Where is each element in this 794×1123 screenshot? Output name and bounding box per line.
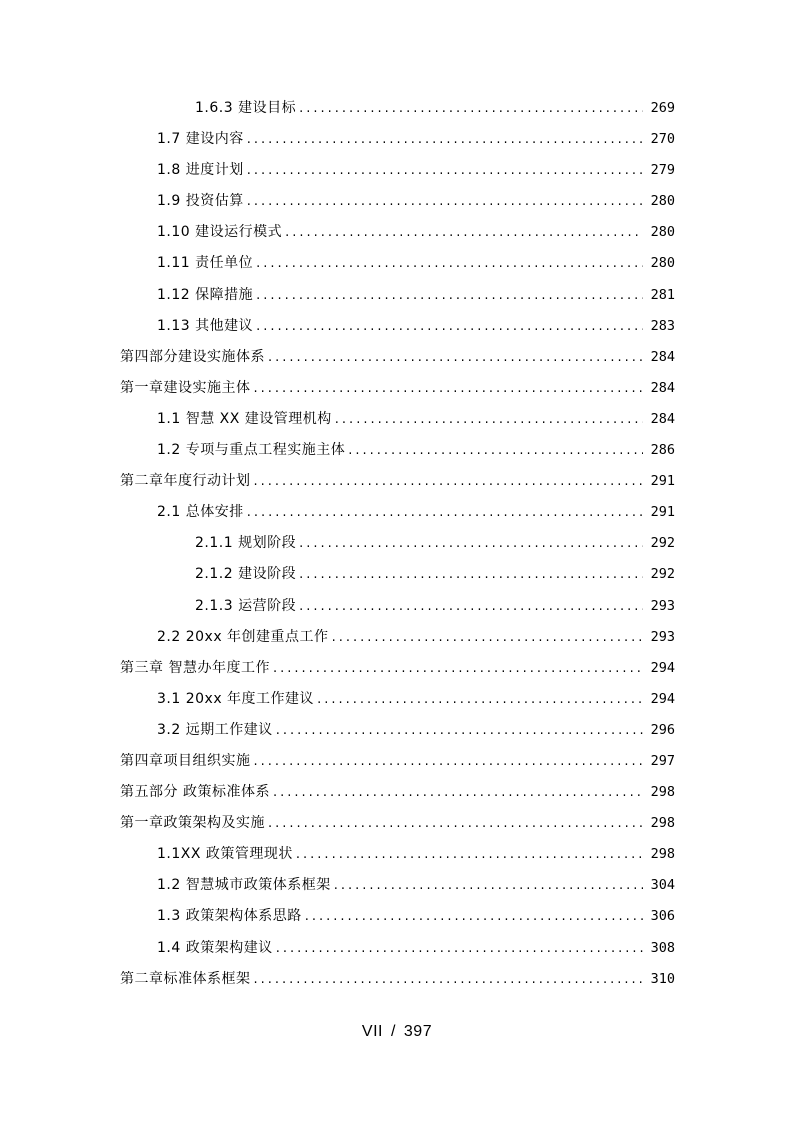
toc-dot-leader xyxy=(247,132,643,147)
toc-entry[interactable] xyxy=(120,688,675,719)
toc-entry[interactable] xyxy=(120,626,675,657)
toc-entry[interactable] xyxy=(120,252,675,283)
toc-entry-title: 2.1.2 建设阶段 xyxy=(195,566,297,583)
table-of-contents xyxy=(120,97,675,999)
toc-entry-page-number: 304 xyxy=(650,877,675,894)
toc-entry[interactable] xyxy=(120,750,675,781)
toc-entry-page-number: 270 xyxy=(650,131,675,148)
toc-entry[interactable] xyxy=(120,843,675,874)
toc-dot-leader xyxy=(299,567,643,582)
toc-entry-page-number: 280 xyxy=(650,224,675,241)
toc-entry-page-number: 280 xyxy=(650,193,675,210)
toc-entry-page-number: 281 xyxy=(650,286,675,303)
toc-entry-page-number: 292 xyxy=(650,566,675,583)
toc-entry[interactable] xyxy=(120,501,675,532)
toc-entry-title: 1.9 投资估算 xyxy=(157,193,244,210)
toc-entry-page-number: 291 xyxy=(650,473,675,490)
toc-dot-leader xyxy=(299,101,643,116)
toc-dot-leader xyxy=(335,412,643,427)
toc-entry[interactable] xyxy=(120,470,675,501)
toc-entry-title: 1.13 其他建议 xyxy=(157,317,254,334)
toc-dot-leader xyxy=(268,816,643,831)
toc-dot-leader xyxy=(273,785,643,800)
toc-entry-title: 1.4 政策架构建议 xyxy=(157,939,273,956)
toc-dot-leader xyxy=(254,381,644,396)
toc-entry[interactable] xyxy=(120,346,675,377)
toc-entry-title: 1.8 进度计划 xyxy=(157,162,244,179)
toc-entry-title: 1.12 保障措施 xyxy=(157,286,254,303)
toc-entry-page-number: 291 xyxy=(650,504,675,521)
toc-dot-leader xyxy=(273,661,643,676)
toc-entry-page-number: 296 xyxy=(650,721,675,738)
toc-entry-page-number: 286 xyxy=(650,442,675,459)
toc-entry-title: 2.1.3 运营阶段 xyxy=(195,597,297,614)
toc-dot-leader xyxy=(334,878,643,893)
toc-entry[interactable] xyxy=(120,937,675,968)
toc-entry[interactable] xyxy=(120,905,675,936)
toc-entry[interactable] xyxy=(120,595,675,626)
toc-entry-page-number: 292 xyxy=(650,535,675,552)
toc-entry-page-number: 293 xyxy=(650,597,675,614)
toc-entry-title: 第四章项目组织实施 xyxy=(120,752,251,769)
toc-entry-page-number: 284 xyxy=(650,348,675,365)
toc-entry[interactable] xyxy=(120,439,675,470)
toc-dot-leader xyxy=(254,972,644,987)
toc-dot-leader xyxy=(305,909,643,924)
toc-entry[interactable] xyxy=(120,315,675,346)
toc-entry-title: 1.1XX 政策管理现状 xyxy=(157,846,293,863)
toc-dot-leader xyxy=(256,319,643,334)
toc-entry-page-number: 279 xyxy=(650,162,675,179)
toc-dot-leader xyxy=(276,941,643,956)
toc-entry[interactable] xyxy=(120,97,675,128)
toc-entry-page-number: 269 xyxy=(650,100,675,116)
toc-entry-title: 1.6.3 建设目标 xyxy=(195,100,297,116)
toc-dot-leader xyxy=(268,350,643,365)
toc-dot-leader xyxy=(348,443,643,458)
toc-dot-leader xyxy=(256,288,643,303)
toc-dot-leader xyxy=(247,163,643,178)
toc-entry[interactable] xyxy=(120,874,675,905)
toc-dot-leader xyxy=(299,536,643,551)
toc-entry-title: 第五部分 政策标准体系 xyxy=(120,784,270,801)
toc-entry-page-number: 308 xyxy=(650,939,675,956)
toc-entry-title: 1.2 智慧城市政策体系框架 xyxy=(157,877,331,894)
toc-entry[interactable] xyxy=(120,657,675,688)
toc-entry[interactable] xyxy=(120,532,675,563)
toc-entry-page-number: 293 xyxy=(650,628,675,645)
toc-entry-title: 1.7 建设内容 xyxy=(157,131,244,148)
toc-entry-title: 第四部分建设实施体系 xyxy=(120,348,265,365)
toc-entry-title: 第一章建设实施主体 xyxy=(120,379,251,396)
toc-entry-page-number: 280 xyxy=(650,255,675,272)
toc-entry-title: 第二章标准体系框架 xyxy=(120,970,251,987)
toc-entry[interactable] xyxy=(120,563,675,594)
current-page-number: VII xyxy=(361,1023,383,1040)
toc-dot-leader xyxy=(256,256,643,271)
toc-entry-title: 第一章政策架构及实施 xyxy=(120,815,265,832)
toc-entry-page-number: 298 xyxy=(650,784,675,801)
toc-entry-page-number: 283 xyxy=(650,317,675,334)
toc-entry[interactable] xyxy=(120,221,675,252)
toc-entry[interactable] xyxy=(120,781,675,812)
toc-dot-leader xyxy=(247,505,643,520)
toc-entry-page-number: 310 xyxy=(650,970,675,987)
toc-entry-title: 2.1.1 规划阶段 xyxy=(195,535,297,552)
toc-entry-title: 2.1 总体安排 xyxy=(157,504,244,521)
toc-dot-leader xyxy=(247,194,643,209)
toc-entry-page-number: 306 xyxy=(650,908,675,925)
toc-entry-page-number: 284 xyxy=(650,379,675,396)
toc-dot-leader xyxy=(317,692,643,707)
toc-entry-title: 1.1 智慧 XX 建设管理机构 xyxy=(157,410,332,427)
toc-entry-page-number: 294 xyxy=(650,690,675,707)
toc-dot-leader xyxy=(285,225,643,240)
toc-entry[interactable] xyxy=(120,284,675,315)
toc-entry-title: 第二章年度行动计划 xyxy=(120,473,251,490)
toc-entry-page-number: 284 xyxy=(650,410,675,427)
toc-entry-page-number: 294 xyxy=(650,659,675,676)
toc-dot-leader xyxy=(299,599,643,614)
toc-entry-page-number: 297 xyxy=(650,752,675,769)
toc-entry[interactable] xyxy=(120,968,675,999)
toc-entry[interactable] xyxy=(120,408,675,439)
toc-entry-title: 1.3 政策架构体系思路 xyxy=(157,908,302,925)
toc-entry-title: 1.2 专项与重点工程实施主体 xyxy=(157,442,346,459)
toc-dot-leader xyxy=(332,630,643,645)
toc-entry[interactable] xyxy=(120,812,675,843)
toc-entry[interactable] xyxy=(120,190,675,221)
total-page-count: 397 xyxy=(403,1023,433,1040)
toc-entry-title: 3.2 远期工作建议 xyxy=(157,721,273,738)
toc-entry-title: 2.2 20xx 年创建重点工作 xyxy=(157,628,329,645)
toc-entry-title: 1.10 建设运行模式 xyxy=(157,224,283,241)
toc-entry-page-number: 298 xyxy=(650,846,675,863)
toc-entry[interactable] xyxy=(120,128,675,159)
toc-entry-page-number: 298 xyxy=(650,815,675,832)
toc-entry-title: 第三章 智慧办年度工作 xyxy=(120,659,270,676)
toc-entry[interactable] xyxy=(120,719,675,750)
toc-entry[interactable] xyxy=(120,159,675,190)
toc-dot-leader xyxy=(296,847,643,862)
page-footer xyxy=(0,1023,794,1041)
toc-entry-title: 3.1 20xx 年度工作建议 xyxy=(157,690,315,707)
toc-dot-leader xyxy=(254,474,644,489)
toc-entry[interactable] xyxy=(120,377,675,408)
toc-entry-title: 1.11 责任单位 xyxy=(157,255,254,272)
page-separator: / xyxy=(390,1023,396,1040)
toc-dot-leader xyxy=(254,754,644,769)
toc-dot-leader xyxy=(276,723,643,738)
